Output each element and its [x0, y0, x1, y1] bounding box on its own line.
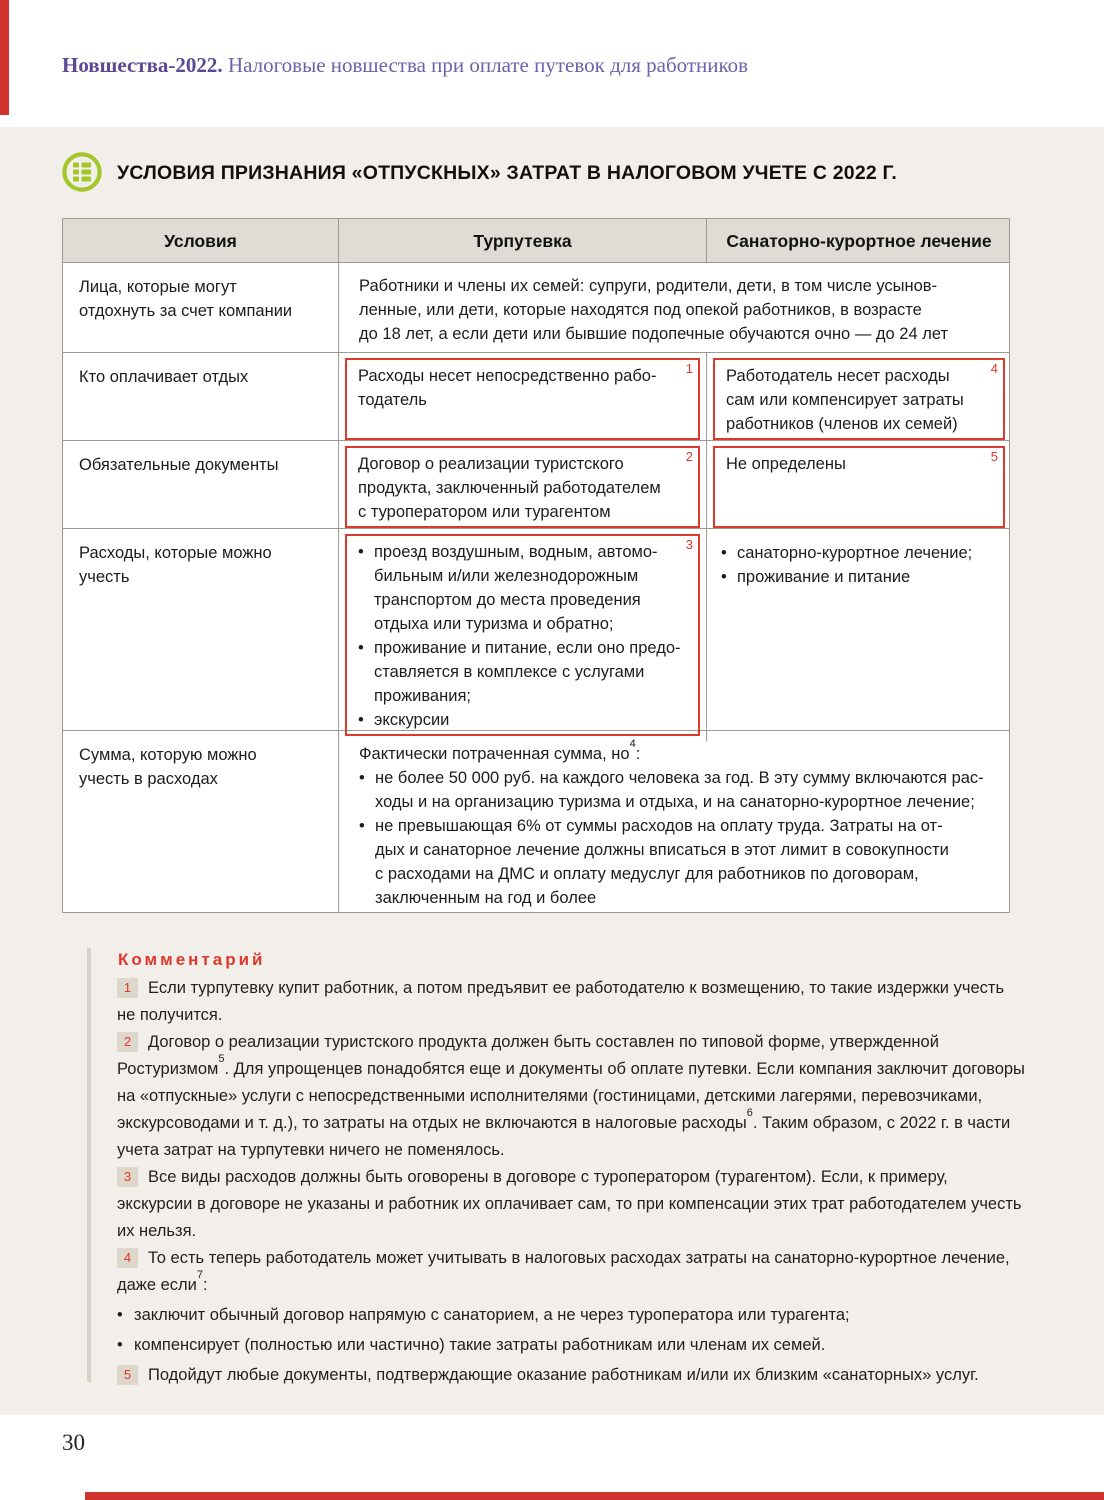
running-head-title: Налоговые новшества при оплате путевок для работников	[222, 53, 749, 77]
cell-sanatorium	[706, 441, 1011, 533]
cell-text: Не определены	[726, 455, 846, 473]
comment-text: Подойдут любые документы, подтверждающие оказание работникам и/или их близким «санаторных» услуг.	[148, 1366, 979, 1384]
table-row	[63, 730, 1009, 912]
comment-rule	[87, 948, 91, 1382]
bullet-icon: •	[721, 544, 727, 562]
bullet-icon: •	[721, 568, 727, 586]
comment-item	[117, 1362, 1052, 1389]
comment-text: Если турпутевку купит работник, а потом предъявит ее работодателю к возмещению, то такие издержки учесть не получится.	[117, 979, 1005, 1024]
list-item-text: не более 50 000 руб. на каждого человека за год. В эту сумму включаются рас- ходы и на организацию туризма и отдыха, и на санаторно-курортное лечение;	[375, 769, 984, 811]
bullet-icon: •	[359, 769, 365, 787]
table-row	[63, 352, 1009, 440]
running-head-rubric: Новшества-2022.	[62, 53, 223, 77]
cell-text: Расходы несет непосредственно рабо- тодатель	[358, 367, 657, 409]
comment-text: Все виды расходов должны быть оговорены в договоре с туроператором (турагентом). Если, к примеру, экскурсии в договоре не указаны и работник их оплачивает сам, то при компенсации этих трат работодателем учесть их нельзя.	[117, 1168, 1022, 1240]
list-item-text: санаторно-курортное лечение;	[737, 544, 973, 562]
bullet-icon: •	[358, 711, 364, 729]
footnote-badge: 2	[117, 1032, 138, 1052]
comment-item	[117, 1029, 1052, 1164]
footnote-ref: 3	[685, 537, 693, 552]
cell-tour-voucher	[338, 441, 706, 533]
footnote-ref: 1	[685, 361, 693, 376]
cell-text: Договор о реализации туристского продукта, заключенный работодателем с туроператором или турагентом	[358, 455, 661, 521]
list-item	[721, 565, 1001, 589]
list-item	[117, 1332, 1052, 1359]
footnote-badge: 3	[117, 1167, 138, 1187]
comment-text: То есть теперь работодатель может учитывать в налоговых расходах затраты на санаторно-курортное лечение, даже если$^7$:	[117, 1249, 1010, 1294]
bullet-icon: •	[117, 1306, 123, 1324]
highlight-box	[345, 534, 700, 736]
comment-item	[117, 1245, 1052, 1359]
table-row	[63, 262, 1009, 352]
highlight-box	[713, 446, 1005, 528]
table-header-row	[63, 219, 1009, 262]
row-label: Лица, которые могут отдохнуть за счет компании	[79, 278, 293, 320]
footnote-badge: 4	[117, 1248, 138, 1268]
list-item-text: проезд воздушным, водным, автомо- бильным и/или железнодорожным транспортом до места проведения отдыха или туризма и обратно;	[374, 543, 658, 633]
list-item-text: компенсирует (полностью или частично) такие затраты работникам или членам их семей.	[134, 1336, 826, 1354]
highlight-box	[713, 358, 1005, 440]
list-item	[359, 814, 997, 910]
running-head	[62, 50, 748, 80]
table-row	[63, 528, 1009, 730]
footnote-ref: 5	[990, 449, 998, 464]
list-item-text: проживание и питание, если оно предо- ставляется в комплексе с услугами проживания;	[374, 639, 681, 705]
bullet-icon: •	[358, 543, 364, 561]
list-item	[117, 1302, 1052, 1329]
highlight-box	[345, 446, 700, 528]
page-number: 30	[62, 1430, 85, 1455]
list-item-text: заключит обычный договор напрямую с санаторием, а не через туроператора или турагента;	[134, 1306, 850, 1324]
footnote-badge: 5	[117, 1365, 138, 1385]
list-item-text: не превышающая 6% от суммы расходов на оплату труда. Затраты на от- дых и санаторное лечение должны вписаться в этот лимит в совокупности с расходами на ДМС и оплату медуслуг для работников по договорам, заключенным на год и более	[375, 817, 949, 907]
row-label: Обязательные документы	[79, 456, 279, 474]
table-grid-icon	[61, 151, 103, 193]
cell-tour-voucher	[338, 353, 706, 445]
list-item	[359, 766, 997, 814]
bullet-icon: •	[117, 1336, 123, 1354]
comment-section	[117, 975, 1052, 1389]
table-row	[63, 440, 1009, 528]
list-item	[721, 541, 1001, 565]
row-label: Кто оплачивает отдых	[79, 368, 249, 386]
row-merged-value: Работники и члены их семей: супруги, родители, дети, в том числе усынов- ленные, или дети, которые находятся под опекой работников, в возрасте до 18 лет, а если дети или бывшие подопечные обучаются очно — до 24 лет	[338, 263, 1011, 352]
row-label: Расходы, которые можно учесть	[79, 544, 272, 586]
cell-sanatorium	[706, 353, 1011, 445]
bullet-icon: •	[358, 639, 364, 657]
page-edge-mark-bottom	[85, 1492, 1104, 1500]
column-header-tour-voucher: Турпутевка	[338, 219, 706, 262]
column-header-conditions: Условия	[164, 230, 237, 251]
footnote-ref: 2	[685, 449, 693, 464]
page-edge-mark-top	[0, 0, 9, 115]
cell-intro: Фактически потраченная сумма, $но^4$:	[359, 737, 641, 763]
comment-text: Договор о реализации туристского продукта должен быть составлен по типовой форме, утвержденной Ростуризмом$^5$. Для упрощенцев понадобятся еще и документы об оплате путевки. Если компания заключит договоры на «отпускные» услуги с непосредственными исполнителями (гостиницами, детскими лагерями, перевозчиками, экскурсоводами и т. д.), то затраты на отдых не включаются в налоговые расходы$^6$. Таким образом, с 2022 г. в части учета затрат на турпутевки ничего не поменялось.	[117, 1033, 1025, 1159]
section-title: УСЛОВИЯ ПРИЗНАНИЯ «ОТПУСКНЫХ» ЗАТРАТ В НАЛОГОВОМ УЧЕТЕ С 2022 Г.	[117, 162, 897, 184]
list-item	[358, 636, 681, 708]
highlight-box	[345, 358, 700, 440]
comment-item	[117, 975, 1052, 1029]
list-item-text: проживание и питание	[737, 568, 911, 586]
row-label: Сумма, которую можно учесть в расходах	[79, 746, 257, 788]
cell-sanatorium	[706, 529, 1011, 741]
list-item	[358, 540, 672, 636]
bullet-icon: •	[359, 817, 365, 835]
comment-item	[117, 1164, 1052, 1245]
comment-title: Комментарий	[118, 950, 266, 969]
cell-text: Работодатель несет расходы сам или компенсирует затраты работников (членов их семей)	[726, 367, 964, 433]
row-merged-value	[338, 731, 1011, 912]
list-item	[358, 708, 672, 732]
footnote-badge: 1	[117, 978, 138, 998]
footnote-ref: 4	[990, 361, 998, 376]
list-item-text: экскурсии	[374, 711, 450, 729]
column-header-sanatorium: Санаторно-курортное лечение	[706, 219, 1011, 262]
conditions-table	[62, 218, 1010, 913]
cell-tour-voucher	[338, 529, 706, 741]
